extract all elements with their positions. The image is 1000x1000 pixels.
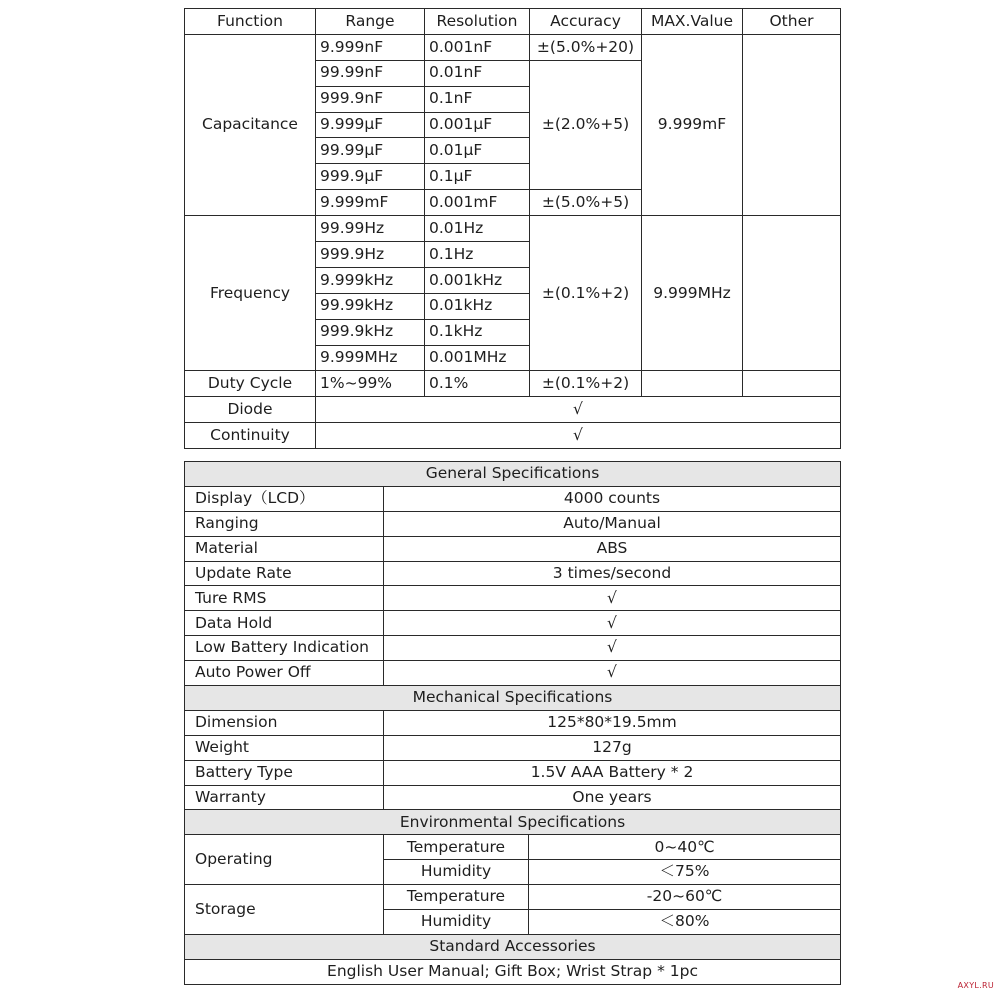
spec-label: Data Hold [185, 611, 384, 636]
temperature-label: Temperature [384, 885, 529, 910]
spec-value: 1.5V AAA Battery * 2 [384, 760, 841, 785]
table-row [185, 216, 841, 242]
resolution-cell: 0.1Hz [425, 242, 530, 268]
table-row [185, 735, 841, 760]
operating-humidity-value: ＜75% [529, 860, 841, 885]
range-cell: 9.999MHz [316, 345, 425, 371]
max-value-capacitance: 9.999mF [642, 34, 743, 215]
storage-humidity-value: ＜80% [529, 910, 841, 935]
resolution-cell: 0.1kHz [425, 319, 530, 345]
humidity-label: Humidity [384, 910, 529, 935]
table-header-row [185, 9, 841, 35]
range-cell: 999.9kHz [316, 319, 425, 345]
header-accuracy: Accuracy [530, 9, 642, 35]
spec-label: Low Battery Indication [185, 636, 384, 661]
table-row [185, 371, 841, 397]
range-cell: 99.99nF [316, 60, 425, 86]
resolution-cell: 0.01nF [425, 60, 530, 86]
function-duty-cycle: Duty Cycle [185, 371, 316, 397]
resolution-cell: 0.1μF [425, 164, 530, 190]
table-row [185, 760, 841, 785]
spec-label: Warranty [185, 785, 384, 810]
other-capacitance [743, 34, 841, 215]
range-cell: 9.999nF [316, 34, 425, 60]
section-header-row [185, 686, 841, 711]
accuracy-cell: ±(5.0%+5) [530, 190, 642, 216]
max-value-frequency: 9.999MHz [642, 216, 743, 371]
table-row [185, 423, 841, 449]
resolution-cell: 0.001mF [425, 190, 530, 216]
other-duty-cycle [743, 371, 841, 397]
accuracy-cell: ±(0.1%+2) [530, 216, 642, 371]
max-value-duty-cycle [642, 371, 743, 397]
function-diode: Diode [185, 397, 316, 423]
spec-value: √ [384, 586, 841, 611]
diode-check-mark: √ [316, 397, 841, 423]
table-row [185, 586, 841, 611]
header-function: Function [185, 9, 316, 35]
standard-accessories-title: Standard Accessories [185, 934, 841, 959]
spec-value: √ [384, 611, 841, 636]
mechanical-specifications-title: Mechanical Specifications [185, 686, 841, 711]
spec-value: 125*80*19.5mm [384, 710, 841, 735]
resolution-cell: 0.01Hz [425, 216, 530, 242]
spec-value: 4000 counts [384, 486, 841, 511]
table-row [185, 636, 841, 661]
resolution-cell: 0.01μF [425, 138, 530, 164]
temperature-label: Temperature [384, 835, 529, 860]
resolution-cell: 0.01kHz [425, 293, 530, 319]
range-cell: 9.999mF [316, 190, 425, 216]
general-specifications-title: General Specifications [185, 462, 841, 487]
spec-label: Material [185, 536, 384, 561]
function-capacitance: Capacitance [185, 34, 316, 215]
resolution-cell: 0.001nF [425, 34, 530, 60]
accuracy-cell: ±(0.1%+2) [530, 371, 642, 397]
range-cell: 9.999kHz [316, 267, 425, 293]
spec-label: Update Rate [185, 561, 384, 586]
spec-value: 3 times/second [384, 561, 841, 586]
environmental-specifications-title: Environmental Specifications [185, 810, 841, 835]
header-resolution: Resolution [425, 9, 530, 35]
table-row [185, 785, 841, 810]
table-row [185, 959, 841, 984]
table-row [185, 710, 841, 735]
table-row [185, 835, 841, 860]
table-row [185, 536, 841, 561]
range-cell: 999.9nF [316, 86, 425, 112]
resolution-cell: 0.1nF [425, 86, 530, 112]
table-row [185, 34, 841, 60]
accuracy-cell: ±(2.0%+5) [530, 60, 642, 189]
range-cell: 9.999μF [316, 112, 425, 138]
operating-label: Operating [185, 835, 384, 885]
table-row [185, 486, 841, 511]
humidity-label: Humidity [384, 860, 529, 885]
table-row [185, 397, 841, 423]
accuracy-cell: ±(5.0%+20) [530, 34, 642, 60]
general-spec-table [184, 461, 841, 985]
spec-value: One years [384, 785, 841, 810]
range-cell: 99.99μF [316, 138, 425, 164]
spec-value: √ [384, 636, 841, 661]
range-cell: 99.99Hz [316, 216, 425, 242]
header-other: Other [743, 9, 841, 35]
range-cell: 999.9Hz [316, 242, 425, 268]
resolution-cell: 0.001μF [425, 112, 530, 138]
section-header-row [185, 934, 841, 959]
spec-label: Dimension [185, 710, 384, 735]
range-cell: 999.9μF [316, 164, 425, 190]
table-row [185, 611, 841, 636]
header-range: Range [316, 9, 425, 35]
table-row [185, 511, 841, 536]
resolution-cell: 0.001kHz [425, 267, 530, 293]
function-continuity: Continuity [185, 423, 316, 449]
accessories-list: English User Manual; Gift Box; Wrist Strap * 1pc [185, 959, 841, 984]
table-row [185, 561, 841, 586]
spec-value: ABS [384, 536, 841, 561]
range-cell: 99.99kHz [316, 293, 425, 319]
table-row [185, 661, 841, 686]
spec-value: 127g [384, 735, 841, 760]
spec-value: Auto/Manual [384, 511, 841, 536]
storage-label: Storage [185, 885, 384, 935]
spec-label: Display（LCD） [185, 486, 384, 511]
spec-label: Weight [185, 735, 384, 760]
other-frequency [743, 216, 841, 371]
section-header-row [185, 810, 841, 835]
storage-temperature-value: -20~60℃ [529, 885, 841, 910]
range-cell: 1%~99% [316, 371, 425, 397]
spec-label: Auto Power Off [185, 661, 384, 686]
operating-temperature-value: 0~40℃ [529, 835, 841, 860]
section-header-row [185, 462, 841, 487]
resolution-cell: 0.1% [425, 371, 530, 397]
function-frequency: Frequency [185, 216, 316, 371]
spec-value: √ [384, 661, 841, 686]
watermark: AXYL.RU [957, 981, 994, 990]
measurement-spec-table [184, 8, 841, 449]
spec-label: Ranging [185, 511, 384, 536]
spec-label: Battery Type [185, 760, 384, 785]
spec-label: Ture RMS [185, 586, 384, 611]
table-row [185, 885, 841, 910]
header-max-value: MAX.Value [642, 9, 743, 35]
continuity-check-mark: √ [316, 423, 841, 449]
resolution-cell: 0.001MHz [425, 345, 530, 371]
